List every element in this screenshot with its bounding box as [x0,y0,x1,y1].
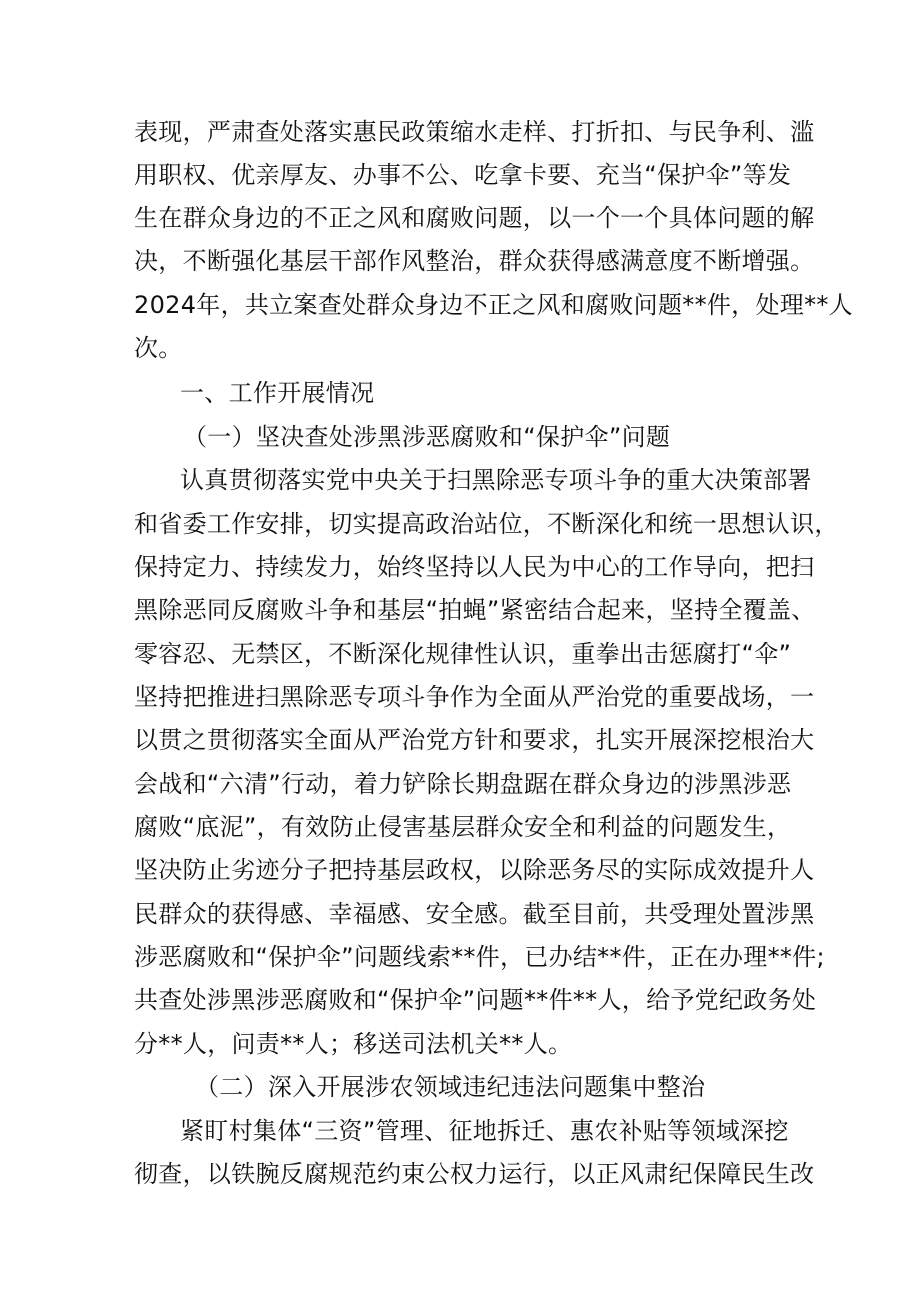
paragraph-line: 以贯之贯彻落实全面从严治党方针和要求，扎实开展深挖根治大 [134,726,815,754]
paragraph-line: 和省委工作安排，切实提高政治站位，不断深化和统一思想认识， [134,510,839,538]
paragraph-line: 生在群众身边的不正之风和腐败问题，以一个一个具体问题的解 [134,204,815,232]
paragraph-line: 共查处涉黑涉恶腐败和“保护伞”问题**件**人，给予党纪政务处 [134,986,817,1014]
paragraph-line: 彻查，以铁腕反腐规范约束公权力运行，以正风肃纪保障民生改 [134,1160,815,1188]
paragraph-line: 分**人，问责**人；移送司法机关**人。 [134,1030,573,1058]
paragraph-line: 决，不断强化基层干部作风整治，群众获得感满意度不断增强。 [134,247,815,275]
paragraph-line: 零容忍、无禁区，不断深化规律性认识，重拳出击惩腐打“伞” [134,640,792,668]
paragraph-line: 认真贯彻落实党中央关于扫黑除恶专项斗争的重大决策部署 [180,466,812,494]
paragraph-line: 黑除恶同反腐败斗争和基层“拍蝇”紧密结合起来，坚持全覆盖、 [134,596,816,624]
paragraph-line: 保持定力、持续发力，始终坚持以人民为中心的工作导向，把扫 [134,553,815,581]
paragraph-line: 表现，严肃查处落实惠民政策缩水走样、打折扣、与民争利、滥 [134,118,815,146]
subsection-heading: （一）坚决查处涉黑涉恶腐败和“保护伞”问题 [183,423,671,451]
paragraph-line: 坚决防止劣迹分子把持基层政权，以除恶务尽的实际成效提升人 [134,856,815,884]
subsection-heading: （二）深入开展涉农领域违纪违法问题集中整治 [195,1073,706,1101]
section-heading: 一、工作开展情况 [180,379,375,407]
paragraph-line: 2024年，共立案查处群众身边不正之风和腐败问题**件，处理**人 [134,291,853,319]
paragraph-line: 用职权、优亲厚友、办事不公、吃拿卡要、充当“保护伞”等发 [134,161,792,189]
paragraph-line: 腐败“底泥”，有效防止侵害基层群众安全和利益的问题发生， [134,813,792,841]
paragraph-line: 涉恶腐败和“保护伞”问题线索**件，已办结**件，正在办理**件; [134,943,825,971]
paragraph-line: 会战和“六清”行动，着力铲除长期盘踞在群众身边的涉黑涉恶 [134,770,792,798]
paragraph-line: 次。 [134,334,183,362]
paragraph-line: 民群众的获得感、幸福感、安全感。截至目前，共受理处置涉黑 [134,900,815,928]
paragraph-line: 坚持把推进扫黑除恶专项斗争作为全面从严治党的重要战场，一 [134,683,815,711]
paragraph-line: 紧盯村集体“三资”管理、征地拆迁、惠农补贴等领域深挖 [180,1117,789,1145]
